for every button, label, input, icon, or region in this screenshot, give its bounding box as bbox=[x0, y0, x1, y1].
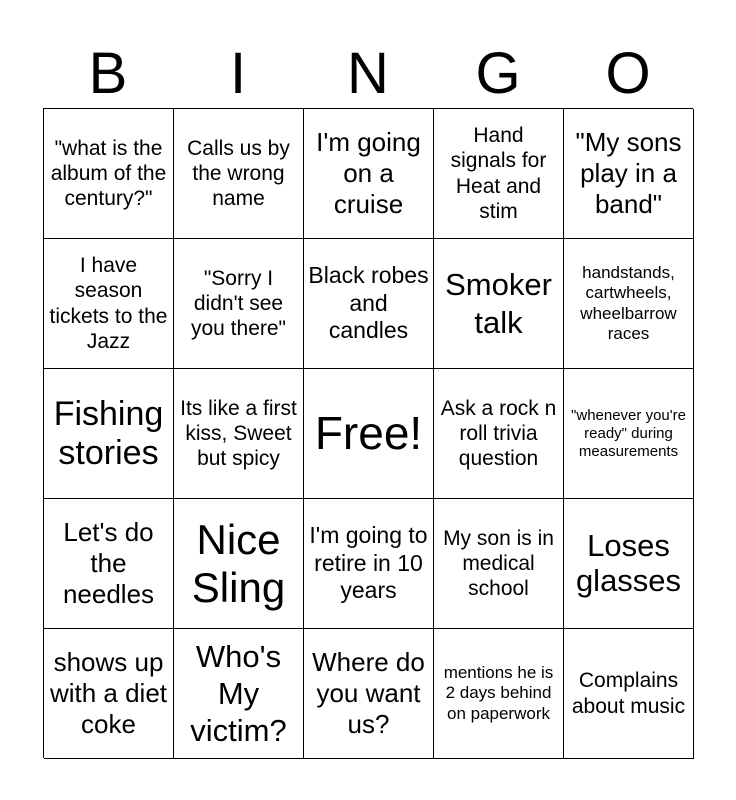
bingo-cell[interactable] bbox=[44, 629, 174, 759]
cell-text: Complains about music bbox=[571, 669, 686, 718]
free-space-text: Free! bbox=[314, 406, 423, 459]
bingo-cell[interactable] bbox=[304, 239, 434, 369]
header-letter-o: O bbox=[605, 41, 651, 106]
cell-text: Black robes and candles bbox=[308, 262, 429, 344]
cell-text: I'm going on a cruise bbox=[316, 126, 421, 220]
bingo-cell[interactable] bbox=[174, 369, 304, 499]
bingo-cell[interactable] bbox=[44, 109, 174, 239]
bingo-cell[interactable] bbox=[434, 499, 564, 629]
bingo-cell[interactable] bbox=[304, 499, 434, 629]
header-letter-g: G bbox=[475, 41, 521, 106]
bingo-cell[interactable] bbox=[434, 629, 564, 759]
header-letter-n: N bbox=[347, 41, 389, 106]
cell-text: handstands, cartwheels, wheelbarrow races bbox=[580, 262, 677, 343]
bingo-header bbox=[43, 40, 693, 108]
cell-text: Nice Sling bbox=[191, 516, 286, 611]
cell-text: Let's do the needles bbox=[62, 516, 155, 610]
bingo-cell[interactable] bbox=[174, 109, 304, 239]
bingo-cell[interactable] bbox=[44, 369, 174, 499]
bingo-cell[interactable] bbox=[44, 499, 174, 629]
bingo-cell[interactable] bbox=[434, 109, 564, 239]
cell-text: mentions he is 2 days behind on paperwork bbox=[443, 662, 554, 723]
bingo-cell[interactable] bbox=[434, 239, 564, 369]
cell-text: Its like a first kiss, Sweet but spicy bbox=[180, 396, 297, 471]
bingo-cell[interactable] bbox=[174, 239, 304, 369]
cell-text: "what is the album of the century?" bbox=[50, 136, 167, 211]
cell-text: Calls us by the wrong name bbox=[187, 136, 290, 211]
cell-text: shows up with a diet coke bbox=[49, 646, 168, 740]
bingo-cell[interactable] bbox=[564, 239, 694, 369]
cell-text: "Sorry I didn't see you there" bbox=[190, 266, 286, 341]
cell-text: I have season tickets to the Jazz bbox=[49, 254, 168, 353]
bingo-cell[interactable] bbox=[564, 629, 694, 759]
cell-text: My son is in medical school bbox=[443, 526, 554, 601]
cell-text: Smoker talk bbox=[445, 267, 552, 340]
cell-text: Who's My victim? bbox=[190, 638, 287, 749]
bingo-cell[interactable] bbox=[304, 629, 434, 759]
cell-text: Loses glasses bbox=[575, 527, 682, 598]
bingo-cell[interactable] bbox=[564, 369, 694, 499]
bingo-cell[interactable] bbox=[304, 109, 434, 239]
bingo-cell[interactable] bbox=[174, 629, 304, 759]
bingo-card-grid bbox=[43, 108, 693, 758]
cell-text: "My sons play in a band" bbox=[575, 126, 682, 220]
cell-text: Where do you want us? bbox=[312, 646, 425, 740]
bingo-cell[interactable] bbox=[174, 499, 304, 629]
cell-text: "whenever you're ready" during measurements bbox=[571, 406, 686, 460]
cell-text: Ask a rock n roll trivia question bbox=[440, 396, 557, 471]
header-letter-b: B bbox=[88, 41, 128, 106]
bingo-cell[interactable] bbox=[564, 499, 694, 629]
cell-text: Hand signals for Heat and stim bbox=[450, 124, 547, 223]
bingo-cell[interactable] bbox=[564, 109, 694, 239]
bingo-cell[interactable] bbox=[44, 239, 174, 369]
bingo-cell[interactable] bbox=[434, 369, 564, 499]
header-letter-i: I bbox=[229, 41, 247, 106]
cell-text: I'm going to retire in 10 years bbox=[309, 522, 428, 604]
cell-text: Fishing stories bbox=[53, 395, 164, 472]
free-space-cell[interactable] bbox=[304, 369, 434, 499]
